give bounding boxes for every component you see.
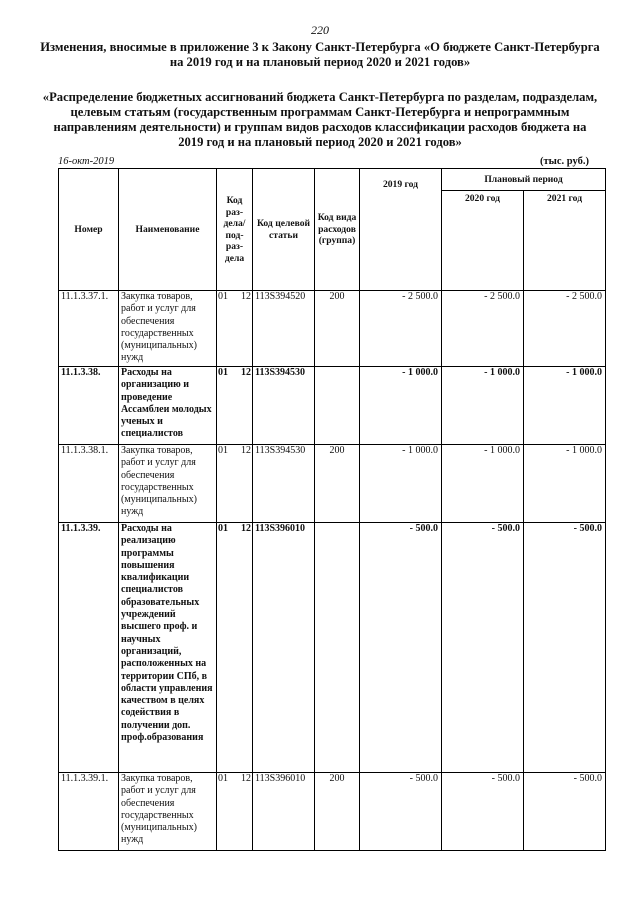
row-number: 11.1.3.39. — [59, 523, 119, 773]
row-name: Закупка товаров, работ и услуг для обеспечения государственных (муниципальных) нужд — [119, 445, 217, 523]
document-date: 16-окт-2019 — [58, 156, 115, 167]
row-section-code — [217, 367, 253, 445]
row-section-code — [217, 523, 253, 773]
row-value-2019: - 500.0 — [360, 523, 442, 773]
unit-label: (тыс. руб.) — [540, 156, 589, 167]
row-section: 01 — [218, 523, 228, 534]
row-section: 01 — [218, 773, 228, 784]
row-name: Расходы на организацию и проведение Ассамблеи молодых ученых и специалистов — [119, 367, 217, 445]
row-target-code: 113S394530 — [253, 367, 315, 445]
row-expense-type — [315, 523, 360, 773]
row-section: 01 — [218, 291, 228, 302]
row-value-2020: - 500.0 — [442, 773, 524, 851]
row-number: 11.1.3.38.1. — [59, 445, 119, 523]
header-section-code: Код раз-дела/ под-раз-дела — [217, 169, 253, 291]
header-target-code: Код целевой статьи — [253, 169, 315, 291]
row-subsection: 12 — [241, 367, 251, 378]
table-row — [59, 291, 606, 367]
row-target-code: 113S396010 — [253, 773, 315, 851]
row-subsection: 12 — [241, 773, 251, 784]
page-number: 220 — [311, 23, 329, 37]
header-year-2021: 2021 год — [524, 191, 606, 291]
row-value-2021: - 2 500.0 — [524, 291, 606, 367]
row-value-2020: - 2 500.0 — [442, 291, 524, 367]
row-value-2019: - 500.0 — [360, 773, 442, 851]
row-value-2021: - 500.0 — [524, 773, 606, 851]
row-expense-type: 200 — [315, 773, 360, 851]
budget-table — [58, 168, 606, 851]
row-target-code: 113S394520 — [253, 291, 315, 367]
row-name: Закупка товаров, работ и услуг для обеспечения государственных (муниципальных) нужд — [119, 291, 217, 367]
row-section: 01 — [218, 445, 228, 456]
header-planned-period: Плановый период — [442, 169, 606, 191]
row-value-2021: - 1 000.0 — [524, 367, 606, 445]
row-value-2019: - 1 000.0 — [360, 445, 442, 523]
header-year-2019: 2019 год — [360, 169, 442, 291]
header-number: Номер — [59, 169, 119, 291]
row-target-code: 113S396010 — [253, 523, 315, 773]
header-expense-type-code: Код вида расходов (группа) — [315, 169, 360, 291]
header-name: Наименование — [119, 169, 217, 291]
table-row — [59, 367, 606, 445]
row-number: 11.1.3.39.1. — [59, 773, 119, 851]
table-row — [59, 445, 606, 523]
row-section: 01 — [218, 367, 228, 378]
table-row — [59, 523, 606, 773]
table-row — [59, 773, 606, 851]
document-title: Изменения, вносимые в приложение 3 к Закону Санкт-Петербурга «О бюджете Санкт-Петербурга на 2019 год и на плановый период 2020 и 2021 годов» — [40, 40, 600, 69]
row-number: 11.1.3.38. — [59, 367, 119, 445]
row-value-2019: - 2 500.0 — [360, 291, 442, 367]
row-subsection: 12 — [241, 445, 251, 456]
row-name: Закупка товаров, работ и услуг для обеспечения государственных (муниципальных) нужд — [119, 773, 217, 851]
row-section-code — [217, 291, 253, 367]
row-section-code — [217, 773, 253, 851]
row-value-2020: - 1 000.0 — [442, 445, 524, 523]
row-value-2021: - 500.0 — [524, 523, 606, 773]
row-expense-type — [315, 367, 360, 445]
document-subtitle: «Распределение бюджетных ассигнований бюджета Санкт-Петербурга по разделам, подразделам, целевым статьям (государственным программам Санкт-Петербурга и непрограммным направлениям деятельности) и группам видов расходов классификации расходов бюджета на 2019 год и на плановый период 2020 и 2021 годов» — [42, 90, 598, 149]
row-name: Расходы на реализацию программы повышения квалификации специалистов образовательных учреждений высшего проф. и научных организаций, расположенных на территории СПб, в области управления качеством в целях содействия в получении доп. проф.образования — [119, 523, 217, 773]
header-year-2020: 2020 год — [442, 191, 524, 291]
row-value-2020: - 1 000.0 — [442, 367, 524, 445]
row-expense-type: 200 — [315, 291, 360, 367]
row-target-code: 113S394530 — [253, 445, 315, 523]
row-value-2021: - 1 000.0 — [524, 445, 606, 523]
table-body — [59, 291, 606, 851]
row-expense-type: 200 — [315, 445, 360, 523]
row-subsection: 12 — [241, 523, 251, 534]
row-subsection: 12 — [241, 291, 251, 302]
row-number: 11.1.3.37.1. — [59, 291, 119, 367]
row-value-2020: - 500.0 — [442, 523, 524, 773]
row-section-code — [217, 445, 253, 523]
row-value-2019: - 1 000.0 — [360, 367, 442, 445]
